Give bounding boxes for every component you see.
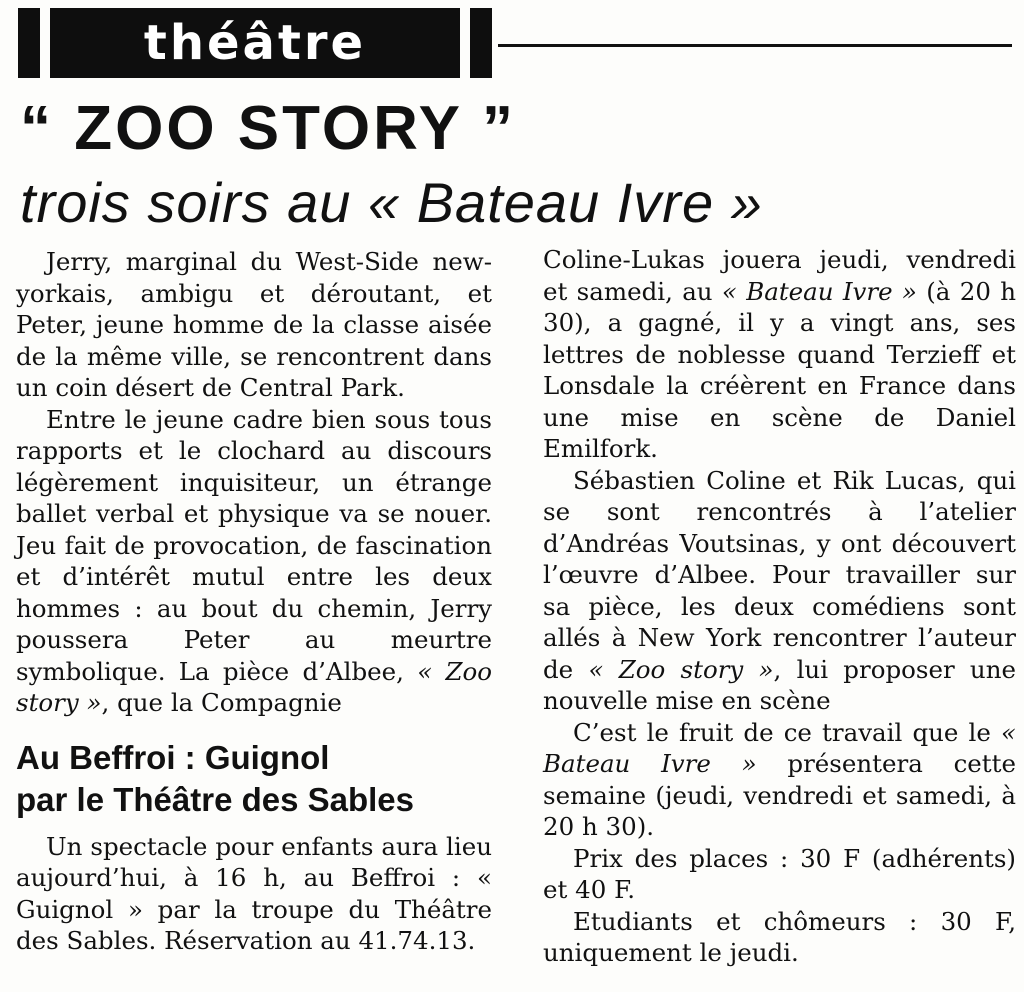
paragraph: Jerry, marginal du West-Side new-yorkais, ambigu et déroutant, et Peter, jeune homme de la classe aisée de la même ville, se rencontrent dans un coin désert de Central Park. xyxy=(16,247,492,402)
paragraph xyxy=(543,244,1016,465)
text-run: (à 20 h 30), a gagné, il y a vingt ans, ses lettres de noblesse quand Terzieff et Lonsdale la créèrent en France dans une mise en scène de Daniel Emilfork. xyxy=(543,276,1016,463)
right-column xyxy=(543,244,1016,969)
play-title: « Zoo story » xyxy=(588,654,774,684)
subheading xyxy=(16,737,492,821)
rubric-bar-right xyxy=(470,8,492,78)
paragraph xyxy=(16,404,492,719)
venue-name: « Bateau Ivre » xyxy=(721,276,917,306)
text-run: Sébastien Coline et Rik Lucas, qui se sont rencontrés à l’atelier d’Andréas Voutsinas, y ont découvert l’œuvre d’Albee. Pour travailler sur sa pièce, les deux comédiens sont allés à New York rencontrer l’auteur de xyxy=(543,465,1016,684)
text-run: Entre le jeune cadre bien sous tous rapports et le clochard au discours légèrement inquisiteur, un étrange ballet verbal et physique va se nouer. Jeu fait de provocation, de fascination et d’intérêt mutul entre les deux hommes : au bout du chemin, Jerry poussera Peter au meurtre symbolique. La pièce d’Albee, xyxy=(16,404,492,686)
paragraph: Etudiants et chômeurs : 30 F, uniquement le jeudi. xyxy=(543,906,1016,967)
paragraph: Prix des places : 30 F (adhérents) et 40 F. xyxy=(543,843,1016,904)
left-column xyxy=(16,246,492,957)
subheading-line: Au Beffroi : Guignol xyxy=(16,738,330,776)
paragraph xyxy=(543,717,1016,843)
subheading-line: par le Théâtre des Sables xyxy=(16,780,415,818)
text-run: Coline-Lukas jouera jeudi, vendredi et samedi, au xyxy=(543,245,1016,306)
rubric-rule xyxy=(498,44,1012,47)
text-run: présentera cette semaine (jeudi, vendredi et samedi, à 20 h 30). xyxy=(543,749,1016,841)
section-rubric xyxy=(18,8,1014,84)
venue-name: « Bateau Ivre » xyxy=(543,717,1016,778)
article-title: “ ZOO STORY ” xyxy=(20,94,517,163)
paragraph: Un spectacle pour enfants aura lieu aujourd’hui, à 16 h, au Beffroi : « Guignol » par la troupe du Théâtre des Sables. Réservation au 41.74.13. xyxy=(16,831,492,955)
paragraph xyxy=(543,465,1016,717)
article-subtitle: trois soirs au « Bateau Ivre » xyxy=(20,171,763,234)
rubric-bar-left xyxy=(18,8,40,78)
text-run: C’est le fruit de ce travail que le xyxy=(573,717,1001,747)
rubric-label: théâtre xyxy=(143,15,367,71)
text-run: , que la Compagnie xyxy=(101,688,342,717)
play-title: « Zoo story » xyxy=(16,656,492,717)
text-run: , lui proposer une nouvelle mise en scène xyxy=(543,654,1016,715)
